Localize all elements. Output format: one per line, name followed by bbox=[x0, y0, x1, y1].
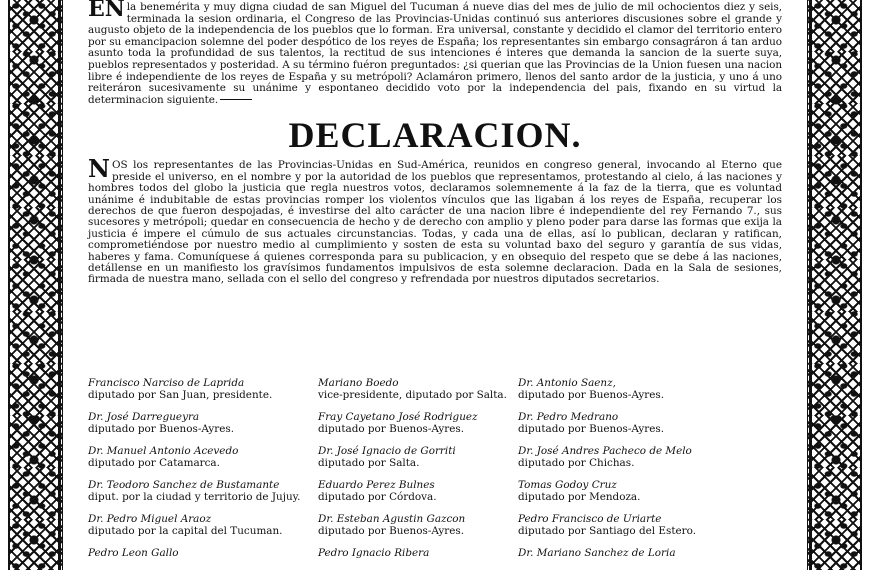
signatory bbox=[318, 411, 518, 435]
signatory-role: diputado por Buenos-Ayres. bbox=[318, 423, 465, 435]
declaration-paragraph bbox=[88, 154, 782, 286]
ornamental-border-right bbox=[807, 0, 862, 570]
signatory bbox=[318, 513, 518, 537]
signatory-name: Dr. Manuel Antonio Acevedo bbox=[88, 445, 239, 457]
signatory bbox=[88, 411, 318, 435]
signatory-role: diputado por Santiago del Estero. bbox=[518, 525, 696, 537]
signatory-name: Dr. José Andres Pacheco de Melo bbox=[518, 445, 692, 457]
signatory bbox=[88, 547, 318, 559]
signatory bbox=[518, 377, 718, 401]
signatory-role: diputado por Córdova. bbox=[318, 491, 437, 503]
signatory bbox=[518, 547, 718, 559]
declaration-heading: DECLARACION. bbox=[288, 115, 582, 156]
signatory-role: diputado por Salta. bbox=[318, 457, 420, 469]
signatory-role: diputado por Catamarca. bbox=[88, 457, 220, 469]
signatory-name: Dr. Teodoro Sanchez de Bustamante bbox=[88, 479, 280, 491]
intro-dropcap: EN bbox=[88, 0, 125, 22]
signatory-name: Pedro Ignacio Ribera bbox=[318, 547, 430, 559]
signatory-role: diputado por Buenos-Ayres. bbox=[88, 423, 235, 435]
signatory-name: Dr. Mariano Sanchez de Loria bbox=[518, 547, 676, 559]
signatory bbox=[318, 547, 518, 559]
signatory-name: Dr. José Darregueyra bbox=[88, 411, 200, 423]
signatory-role: diputado por la capital del Tucuman. bbox=[88, 525, 283, 537]
signatory-role: diput. por la ciudad y territorio de Jujuy. bbox=[88, 491, 301, 503]
signatory bbox=[318, 479, 518, 503]
signatory-name: Dr. José Ignacio de Gorriti bbox=[318, 445, 456, 457]
signatory-role: diputado por Mendoza. bbox=[518, 491, 641, 503]
signatory bbox=[518, 479, 718, 503]
signatories-grid bbox=[88, 377, 782, 559]
signatory-role: vice-presidente, diputado por Salta. bbox=[318, 389, 507, 401]
signatory bbox=[88, 513, 318, 537]
signatory-role: diputado por Buenos-Ayres. bbox=[518, 389, 665, 401]
signatory bbox=[88, 479, 318, 503]
signatory-name: Mariano Boedo bbox=[318, 377, 399, 389]
signatory-name: Tomas Godoy Cruz bbox=[518, 479, 617, 491]
signatory-role: diputado por Chichas. bbox=[518, 457, 635, 469]
signatory-name: Pedro Leon Gallo bbox=[88, 547, 179, 559]
signatories-section bbox=[88, 377, 782, 559]
signatory bbox=[318, 445, 518, 469]
signatory-name: Dr. Pedro Medrano bbox=[518, 411, 619, 423]
ornamental-border-left bbox=[8, 0, 63, 570]
signatory bbox=[88, 445, 318, 469]
signatory-role: diputado por Buenos-Ayres. bbox=[318, 525, 465, 537]
document-body bbox=[88, 0, 782, 559]
signatory-name: Dr. Antonio Saenz, bbox=[518, 377, 616, 389]
signatory-name: Eduardo Perez Bulnes bbox=[318, 479, 435, 491]
signatory bbox=[88, 377, 318, 401]
signatory-name: Francisco Narciso de Laprida bbox=[88, 377, 245, 389]
signatory-name: Dr. Pedro Miguel Araoz bbox=[88, 513, 212, 525]
intro-paragraph bbox=[88, 2, 782, 106]
signatory bbox=[518, 513, 718, 537]
signatory bbox=[518, 445, 718, 469]
declaration-dropcap: N bbox=[88, 154, 110, 184]
signatory-role: diputado por Buenos-Ayres. bbox=[518, 423, 665, 435]
signatory-name: Fray Cayetano José Rodriguez bbox=[318, 411, 478, 423]
signatory-role: diputado por San Juan, presidente. bbox=[88, 389, 273, 401]
intro-end-rule bbox=[220, 99, 252, 100]
declaration-text: OS los representantes de las Provincias-Unidas en Sud-América, reunidos en congreso general, invocando al Eterno que preside el universo, en el nombre y por la autoridad de los pueblos que representamos, protestando al cielo, á las naciones y hombres todos del globo la justicia que regla nuestros votos, declaramos solemnemente á la faz de la tierra, que es voluntad unánime é indubitable de estas provincias romper los violentos vínculos que las ligaban á los reyes de España, recuperar los derechos de que fueron despojadas, é investirse del alto carácter de una nacion libre é independiente del rey Fernando 7., sus sucesores y metrópoli; quedar en consecuencia de hecho y de derecho con amplio y pleno poder para darse las formas que exija la justicia é impere el cúmulo de sus actuales circunstancias. Todas, y cada una de ellas, así lo publican, declaran y ratifican, comprometiéndose por nuestro medio al cumplimiento y sosten de esta su voluntad baxo del seguro y garantía de sus vidas, haberes y fama. Comuníquese á quienes corresponda para su publicacion, y en obsequio del respeto que se debe á las naciones, detállense en un manifiesto los gravísimos fundamentos impulsivos de esta solemne declaracion. Dada en la Sala de sesiones, firmada de nuestra mano, sellada con el sello del congreso y refrendada por nuestros diputados secretarios. bbox=[88, 159, 782, 286]
signatory bbox=[318, 377, 518, 401]
signatory bbox=[518, 411, 718, 435]
signatory-name: Dr. Esteban Agustin Gazcon bbox=[318, 513, 466, 525]
signatory-name: Pedro Francisco de Uriarte bbox=[518, 513, 662, 525]
intro-text: la benemérita y muy digna ciudad de san Miguel del Tucuman á nueve dias del mes de julio de mil ochocientos diez y seis, terminada la sesion ordinaria, el Congreso de las Provincias-Unidas continuó sus anteriores discusiones sobre el grande y augusto objeto de la independencia de los pueblos que lo forman. Era universal, constante y decidido el clamor del territorio entero por su emancipacion solemne del poder despótico de los reyes de España; los representantes sin embargo consagráron á tan arduo asunto toda la profundidad de sus talentos, la rectitud de sus intenciones é interes que demanda la sancion de la suerte suya, pueblos representados y posteridad. A su término fuéron preguntados: ¿si querian que las Provincias de la Union fuesen una nacion libre é independiente de los reyes de España y su metrópoli? Aclamáron primero, llenos del santo ardor de la justicia, y uno á uno reiteráron sucesivamente su unánime y espontaneo decidido voto por la independencia del pais, fixando en su virtud la determinacion siguiente. bbox=[88, 1, 782, 106]
